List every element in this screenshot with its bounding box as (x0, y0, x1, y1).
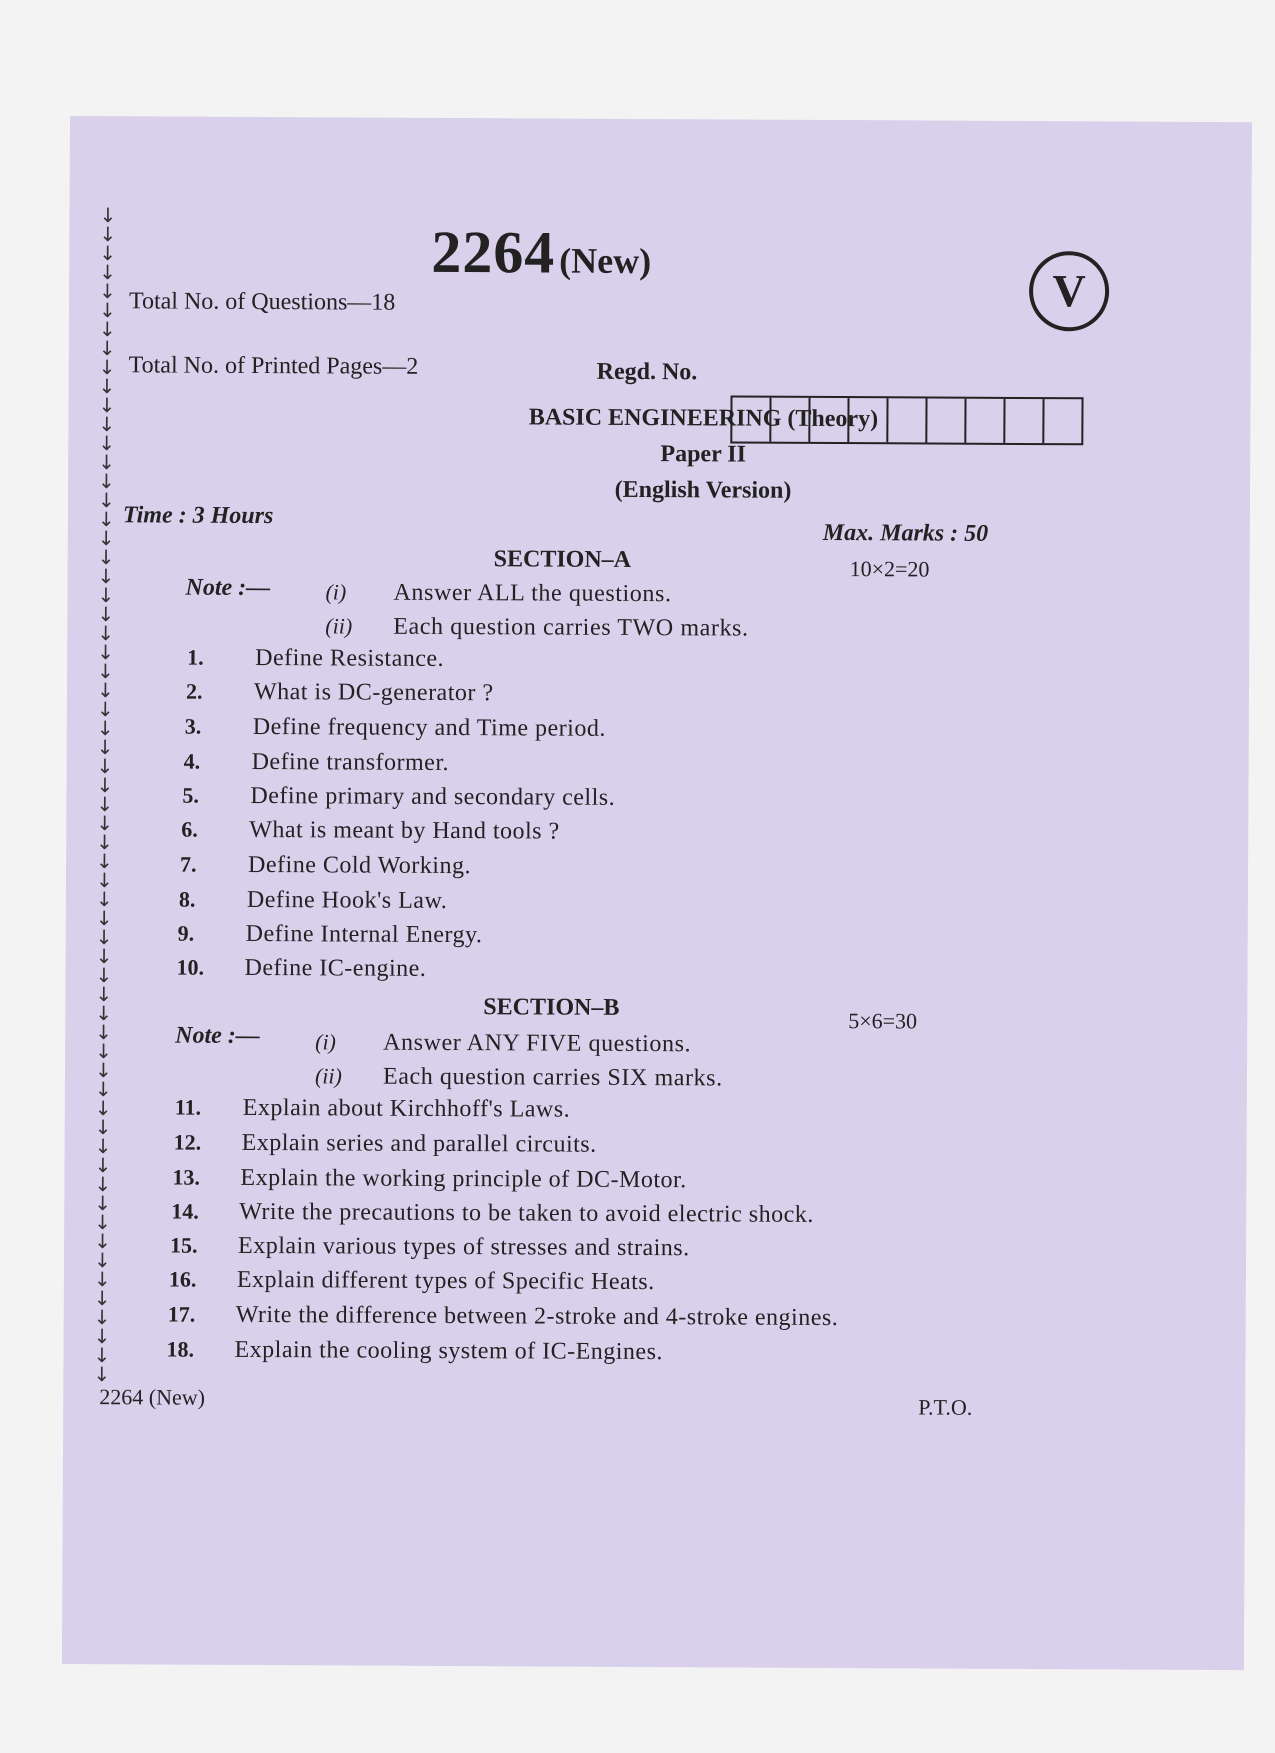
exam-time: Time : 3 Hours (122, 502, 274, 530)
question-item (174, 1130, 597, 1159)
version-badge-letter: V (1052, 265, 1086, 317)
down-arrow-icon: ↓ (98, 393, 116, 418)
down-arrow-icon: ↓ (97, 640, 115, 665)
down-arrow-icon: ↓ (95, 944, 113, 969)
question-text: Define Resistance. (255, 644, 445, 672)
down-arrow-icon: ↓ (97, 659, 114, 684)
question-text: Explain about Kirchhoff's Laws. (242, 1094, 571, 1123)
question-text: Define primary and secondary cells. (250, 782, 616, 811)
section-a-note-label: Note :— (185, 574, 271, 602)
question-text: Explain various types of stresses and strains. (238, 1232, 690, 1262)
question-item (168, 1302, 839, 1333)
question-item (181, 817, 560, 846)
down-arrow-icon: ↓ (98, 317, 116, 342)
down-arrow-icon: ↓ (93, 1286, 111, 1311)
down-arrow-icon: ↓ (95, 1001, 113, 1026)
paper-number: Paper II (660, 441, 747, 468)
down-arrow-icon: ↓ (97, 526, 115, 551)
down-arrow-icon: ↓ (98, 431, 116, 456)
down-arrow-icon: ↓ (97, 488, 115, 513)
question-number: 8. (178, 886, 196, 912)
down-arrow-icon: ↓ (95, 982, 113, 1007)
question-number: 4. (183, 748, 201, 774)
regd-digit-box[interactable] (1044, 399, 1081, 443)
question-item (178, 921, 483, 950)
down-arrow-icon: ↓ (94, 1134, 112, 1159)
question-text: Write the precautions to be taken to avoid electric shock. (239, 1198, 814, 1228)
question-text: Define Hook's Law. (246, 886, 448, 914)
question-number: 10. (176, 954, 205, 980)
down-arrow-icon: ↓ (96, 716, 114, 741)
down-arrow-icon: ↓ (97, 583, 115, 608)
question-number: 15. (170, 1232, 198, 1258)
section-b-marks: 5×6=30 (848, 1008, 918, 1034)
note-numeral: (i) (315, 1029, 336, 1055)
down-arrow-icon: ↓ (95, 925, 113, 950)
down-arrow-icon: ↓ (98, 450, 116, 475)
down-arrow-icon: ↓ (98, 336, 116, 361)
question-item (166, 1337, 663, 1367)
question-number: 17. (167, 1301, 196, 1327)
down-arrow-icon: ↓ (94, 1115, 112, 1140)
paper-code-number: 2264 (431, 218, 556, 286)
question-text: Define Cold Working. (248, 851, 472, 880)
down-arrow-icon: ↓ (98, 374, 116, 399)
down-arrow-icon: ↓ (94, 1153, 112, 1178)
down-arrow-icon: ↓ (96, 678, 114, 703)
down-arrow-icon: ↓ (95, 963, 113, 988)
question-item (186, 679, 494, 708)
down-arrow-icon: ↓ (93, 1324, 111, 1349)
down-arrow-icon: ↓ (93, 1305, 111, 1330)
total-questions: Total No. of Questions—18 (128, 288, 396, 316)
question-number: 7. (180, 851, 197, 877)
question-text: Define Internal Energy. (245, 920, 483, 949)
down-arrow-icon: ↓ (98, 355, 116, 380)
down-arrow-icon: ↓ (96, 792, 114, 817)
section-a-heading: SECTION–A (493, 546, 632, 573)
section-b-note (315, 1063, 723, 1092)
down-arrow-icon: ↓ (95, 1020, 113, 1045)
section-b-note (315, 1029, 691, 1058)
down-arrow-icon: ↓ (95, 887, 113, 912)
down-arrow-icon: ↓ (94, 1058, 112, 1083)
question-item (185, 714, 606, 743)
question-number: 3. (184, 713, 202, 739)
footer-paper-code: 2264 (New) (99, 1384, 206, 1410)
note-numeral: (ii) (314, 1063, 342, 1089)
regd-digit-box[interactable] (1005, 399, 1044, 443)
question-text: Define IC-engine. (244, 954, 427, 982)
down-arrow-icon: ↓ (97, 545, 115, 570)
down-arrow-icon: ↓ (97, 621, 115, 646)
question-number: 5. (182, 782, 200, 808)
down-arrow-icon: ↓ (95, 906, 113, 931)
question-item (180, 852, 471, 881)
down-arrow-icon: ↓ (96, 773, 114, 798)
down-arrow-icon: ↓ (93, 1362, 111, 1387)
note-numeral: (ii) (325, 613, 353, 639)
down-arrow-icon: ↓ (94, 1210, 112, 1235)
question-number: 18. (166, 1336, 195, 1362)
down-arrow-icon: ↓ (95, 868, 113, 893)
down-arrow-icon: ↓ (94, 1096, 112, 1121)
down-arrow-icon: ↓ (97, 564, 115, 589)
question-number: 11. (174, 1094, 202, 1120)
down-arrow-icon: ↓ (93, 1343, 111, 1368)
question-number: 1. (187, 644, 204, 670)
question-number: 13. (172, 1164, 201, 1190)
question-item (179, 887, 448, 915)
question-number: 12. (173, 1129, 202, 1155)
paper-code-suffix: (New) (559, 240, 652, 282)
note-numeral: (i) (325, 579, 347, 605)
down-arrow-icon: ↓ (93, 1248, 111, 1273)
paper-code (431, 218, 651, 288)
question-text: Explain series and parallel circuits. (241, 1129, 597, 1158)
question-text: What is DC-generator ? (253, 678, 494, 707)
question-item (182, 783, 615, 812)
question-item (175, 1095, 570, 1124)
down-arrow-icon: ↓ (94, 1077, 112, 1102)
down-arrow-icon: ↓ (99, 241, 117, 266)
question-number: 14. (171, 1198, 199, 1224)
note-text: Each question carries TWO marks. (393, 613, 749, 642)
margin-cut-arrows (93, 203, 117, 1387)
question-item (184, 749, 450, 777)
note-text: Answer ALL the questions. (393, 579, 672, 608)
question-number: 2. (185, 678, 203, 704)
section-b-note-label: Note :— (175, 1022, 260, 1050)
down-arrow-icon: ↓ (94, 1229, 111, 1254)
exam-paper-sheet (62, 116, 1252, 1670)
regd-no-label: Regd. No. (596, 358, 698, 386)
total-pages: Total No. of Printed Pages—2 (128, 352, 419, 380)
question-item (187, 645, 444, 673)
question-item (171, 1199, 814, 1229)
down-arrow-icon: ↓ (96, 811, 114, 836)
down-arrow-icon: ↓ (97, 507, 115, 532)
down-arrow-icon: ↓ (96, 697, 114, 722)
down-arrow-icon: ↓ (99, 203, 117, 228)
down-arrow-icon: ↓ (96, 830, 114, 855)
down-arrow-icon: ↓ (98, 412, 116, 437)
question-text: What is meant by Hand tools ? (249, 816, 560, 845)
down-arrow-icon: ↓ (94, 1172, 112, 1197)
subject-title: BASIC ENGINEERING (Theory) (528, 404, 879, 433)
section-a-marks: 10×2=20 (849, 556, 930, 582)
down-arrow-icon: ↓ (99, 260, 117, 285)
question-text: Write the difference between 2-stroke and 4-stroke engines. (235, 1301, 839, 1332)
down-arrow-icon: ↓ (93, 1267, 111, 1292)
question-number: 9. (177, 920, 195, 946)
question-item (170, 1233, 690, 1263)
version-badge (1029, 251, 1109, 331)
max-marks: Max. Marks : 50 (822, 519, 989, 547)
question-text: Explain different types of Specific Heats. (236, 1266, 655, 1296)
down-arrow-icon: ↓ (98, 469, 115, 494)
question-text: Define frequency and Time period. (252, 713, 606, 742)
down-arrow-icon: ↓ (94, 1191, 112, 1216)
down-arrow-icon: ↓ (96, 849, 113, 874)
question-item (172, 1165, 686, 1195)
down-arrow-icon: ↓ (99, 222, 117, 247)
question-text: Explain the working principle of DC-Motor. (240, 1164, 687, 1194)
question-number: 16. (168, 1266, 197, 1292)
question-number: 6. (181, 816, 198, 842)
down-arrow-icon: ↓ (99, 279, 116, 304)
section-b-heading: SECTION–B (483, 994, 620, 1021)
note-text: Answer ANY FIVE questions. (383, 1029, 692, 1058)
language-version: (English Version) (614, 476, 792, 504)
question-item (176, 955, 426, 983)
section-a-note (325, 579, 671, 608)
down-arrow-icon: ↓ (95, 1039, 112, 1064)
note-text: Each question carries SIX marks. (382, 1063, 723, 1092)
section-a-note (325, 613, 748, 642)
question-text: Define transformer. (251, 748, 450, 776)
down-arrow-icon: ↓ (96, 754, 114, 779)
down-arrow-icon: ↓ (96, 735, 114, 760)
down-arrow-icon: ↓ (97, 602, 115, 627)
footer-pto: P.T.O. (918, 1394, 973, 1420)
down-arrow-icon: ↓ (98, 298, 116, 323)
question-item (169, 1267, 655, 1297)
question-text: Explain the cooling system of IC-Engines. (234, 1336, 664, 1366)
